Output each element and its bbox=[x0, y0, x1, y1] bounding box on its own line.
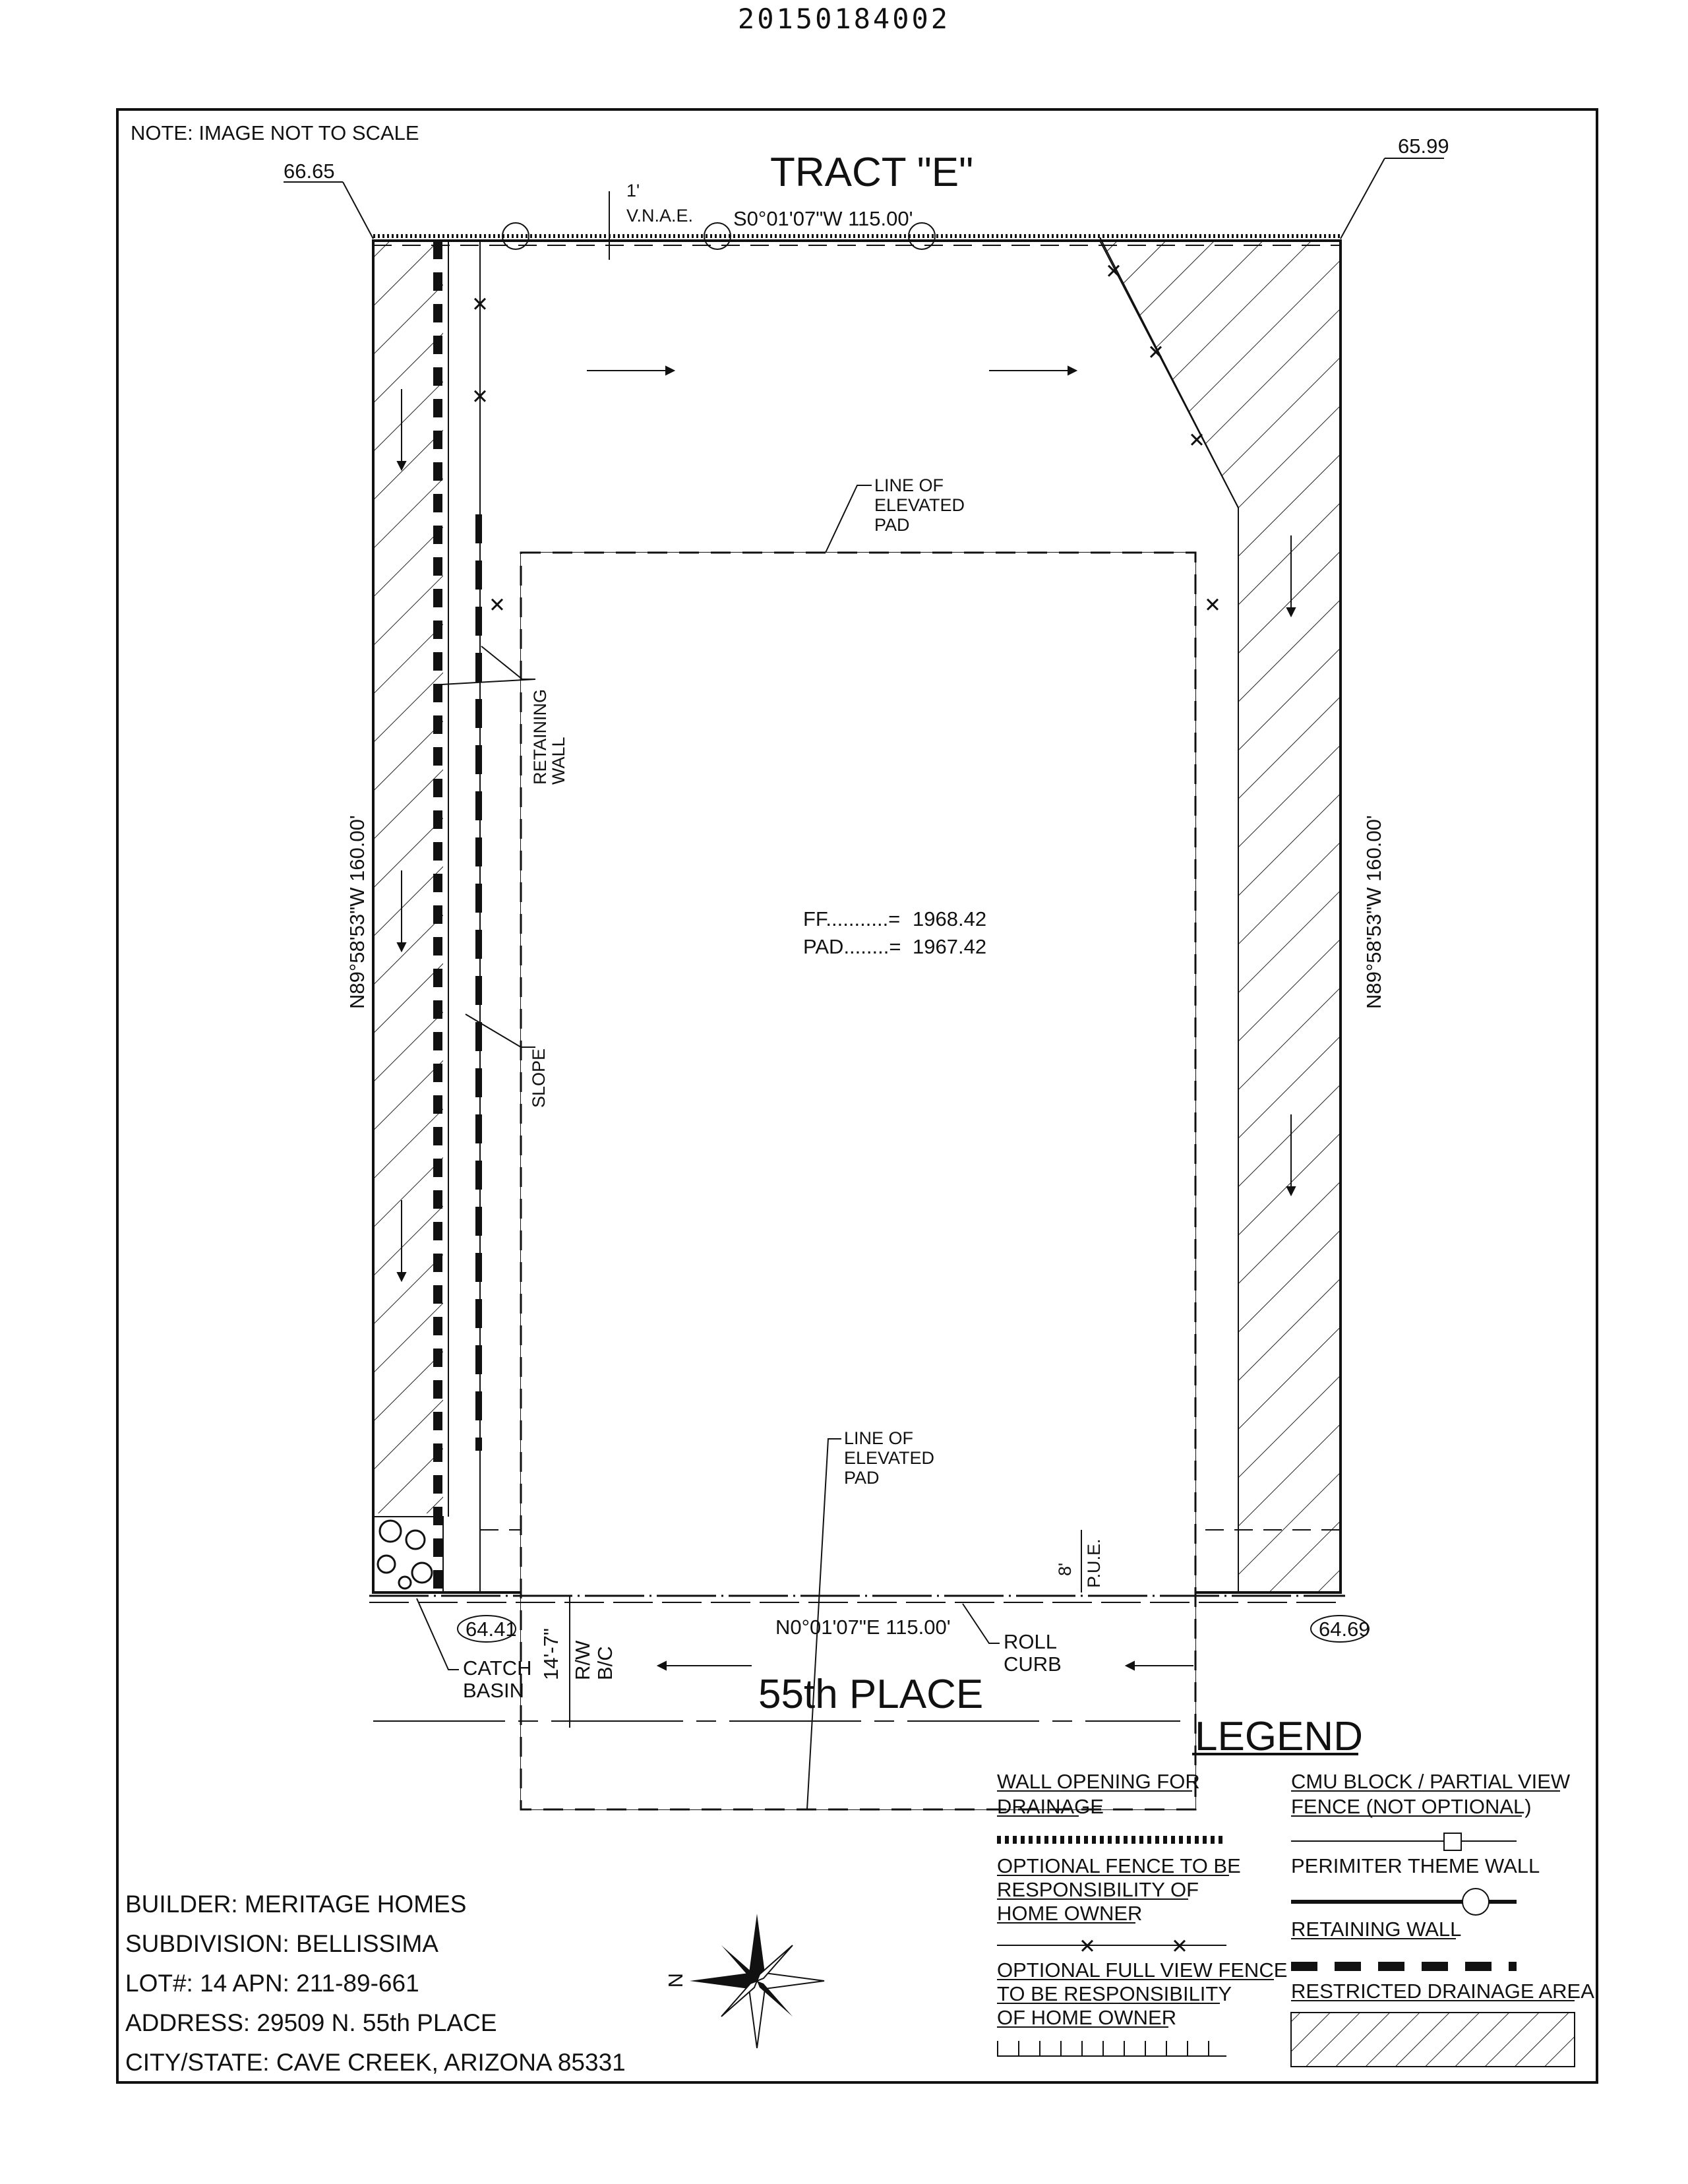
svg-text:RESPONSIBILITY OF: RESPONSIBILITY OF bbox=[997, 1878, 1199, 1901]
svg-text:WALL OPENING FOR: WALL OPENING FOR bbox=[997, 1770, 1200, 1793]
svg-text:PAD: PAD bbox=[874, 515, 910, 535]
rock bbox=[378, 1556, 395, 1573]
document-number: 20150184002 bbox=[737, 3, 951, 35]
street-label: 55th PLACE bbox=[758, 1672, 984, 1717]
svg-text:✕: ✕ bbox=[1171, 1935, 1188, 1958]
svg-text:FENCE (NOT OPTIONAL): FENCE (NOT OPTIONAL) bbox=[1291, 1795, 1532, 1818]
svg-text:LINE OF: LINE OF bbox=[874, 475, 944, 495]
row-rw: R/W bbox=[571, 1640, 594, 1680]
svg-text:ROLL: ROLL bbox=[1004, 1630, 1057, 1653]
wall-opening-marker bbox=[502, 223, 529, 249]
x-mark: ✕ bbox=[1147, 341, 1164, 364]
compass-north-label: N bbox=[664, 1973, 687, 1988]
elevation-leader bbox=[343, 182, 373, 239]
retaining-wall-label: RETAININGWALL bbox=[530, 688, 568, 785]
project-info bbox=[125, 1891, 626, 2076]
pue-label: P.U.E. bbox=[1084, 1538, 1104, 1588]
legend-title: LEGEND bbox=[1195, 1714, 1363, 1759]
ff-value: 1968.42 bbox=[913, 907, 987, 930]
rock bbox=[412, 1563, 432, 1583]
x-mark: ✕ bbox=[1105, 260, 1122, 283]
svg-text:OF HOME OWNER: OF HOME OWNER bbox=[997, 2006, 1177, 2029]
slope-label: SLOPE bbox=[529, 1048, 549, 1108]
svg-text:PAD: PAD bbox=[844, 1468, 880, 1488]
svg-text:RETAINING WALL: RETAINING WALL bbox=[1291, 1918, 1462, 1941]
elevation-bottom-left bbox=[458, 1616, 517, 1642]
svg-text:RESTRICTED DRAINAGE AREA: RESTRICTED DRAINAGE AREA bbox=[1291, 1980, 1594, 2003]
svg-text:HOME OWNER: HOME OWNER bbox=[997, 1902, 1143, 1925]
svg-text:CURB: CURB bbox=[1004, 1653, 1062, 1676]
x-mark: ✕ bbox=[471, 293, 489, 316]
scale-note: NOTE: IMAGE NOT TO SCALE bbox=[131, 121, 419, 144]
legend-cmu-block bbox=[1291, 1770, 1571, 1850]
catch-basin-callout bbox=[417, 1598, 531, 1702]
elevation-leader bbox=[1341, 158, 1385, 239]
elevation-bottom-right bbox=[1311, 1616, 1370, 1642]
row-bc: B/C bbox=[593, 1646, 617, 1680]
legend-full-view-fence bbox=[997, 1958, 1287, 2056]
catch-basin-rocks bbox=[373, 1517, 443, 1592]
vnae-dim: 1' bbox=[626, 181, 640, 200]
svg-text:✕: ✕ bbox=[1079, 1935, 1096, 1958]
x-mark: ✕ bbox=[471, 385, 489, 408]
pue-dim: 8' bbox=[1055, 1562, 1075, 1576]
svg-text:ELEVATED: ELEVATED bbox=[874, 495, 965, 515]
rock bbox=[406, 1531, 425, 1549]
subdivision: SUBDIVISION: BELLISSIMA bbox=[125, 1930, 438, 1957]
legend-restricted-drainage bbox=[1291, 1980, 1594, 2067]
address: ADDRESS: 29509 N. 55th PLACE bbox=[125, 2009, 497, 2036]
row-dim: 14'-7" bbox=[539, 1628, 562, 1680]
svg-text:CMU BLOCK / PARTIAL VIEW: CMU BLOCK / PARTIAL VIEW bbox=[1291, 1770, 1571, 1793]
legend-perimeter-wall bbox=[1291, 1854, 1540, 1915]
svg-text:LINE OF: LINE OF bbox=[844, 1428, 914, 1448]
city-state: CITY/STATE: CAVE CREEK, ARIZONA 85331 bbox=[125, 2049, 626, 2076]
legend-retaining-wall bbox=[1291, 1918, 1517, 1966]
north-bearing: S0°01'07"W 115.00' bbox=[733, 207, 913, 230]
ff-label: FF...........= bbox=[803, 907, 901, 930]
lot-apn: LOT#: 14 APN: 211-89-661 bbox=[125, 1970, 419, 1997]
svg-text:64.41: 64.41 bbox=[466, 1618, 517, 1641]
left-drainage-area bbox=[373, 241, 443, 1513]
svg-text:64.69: 64.69 bbox=[1319, 1618, 1370, 1641]
wall-opening-marker bbox=[909, 223, 935, 249]
x-mark: ✕ bbox=[1188, 429, 1205, 452]
elevation-top-left: 66.65 bbox=[284, 160, 335, 183]
west-bearing: N89°58'53"W 160.00' bbox=[346, 815, 369, 1009]
south-bearing: N0°01'07"E 115.00' bbox=[775, 1616, 951, 1639]
rock bbox=[399, 1577, 411, 1589]
east-bearing: N89°58'53"W 160.00' bbox=[1362, 815, 1385, 1009]
svg-text:OPTIONAL FULL VIEW FENCE: OPTIONAL FULL VIEW FENCE bbox=[997, 1958, 1288, 1982]
x-mark: ✕ bbox=[489, 593, 506, 617]
wall-opening-marker bbox=[704, 223, 731, 249]
svg-text:ELEVATED: ELEVATED bbox=[844, 1448, 935, 1468]
vnae-label: V.N.A.E. bbox=[626, 206, 694, 226]
pad-callout-top bbox=[826, 475, 965, 553]
svg-text:BASIN: BASIN bbox=[463, 1679, 525, 1702]
svg-text:DRAINAGE: DRAINAGE bbox=[997, 1795, 1104, 1818]
compass-rose bbox=[664, 1914, 824, 2048]
legend-optional-fence bbox=[997, 1854, 1241, 1958]
tract-label: TRACT "E" bbox=[770, 150, 974, 195]
builder: BUILDER: MERITAGE HOMES bbox=[125, 1891, 467, 1918]
svg-text:CATCH: CATCH bbox=[463, 1656, 532, 1680]
svg-text:OPTIONAL FENCE TO BE: OPTIONAL FENCE TO BE bbox=[997, 1854, 1241, 1877]
x-mark: ✕ bbox=[1204, 593, 1221, 617]
elevation-top-right: 65.99 bbox=[1398, 135, 1449, 158]
pad-label: PAD........= bbox=[803, 935, 901, 958]
svg-text:PERIMITER THEME WALL: PERIMITER THEME WALL bbox=[1291, 1854, 1540, 1877]
svg-text:TO BE RESPONSIBILITY: TO BE RESPONSIBILITY bbox=[997, 1982, 1232, 2005]
pad-value: 1967.42 bbox=[913, 935, 987, 958]
rock bbox=[380, 1521, 401, 1542]
